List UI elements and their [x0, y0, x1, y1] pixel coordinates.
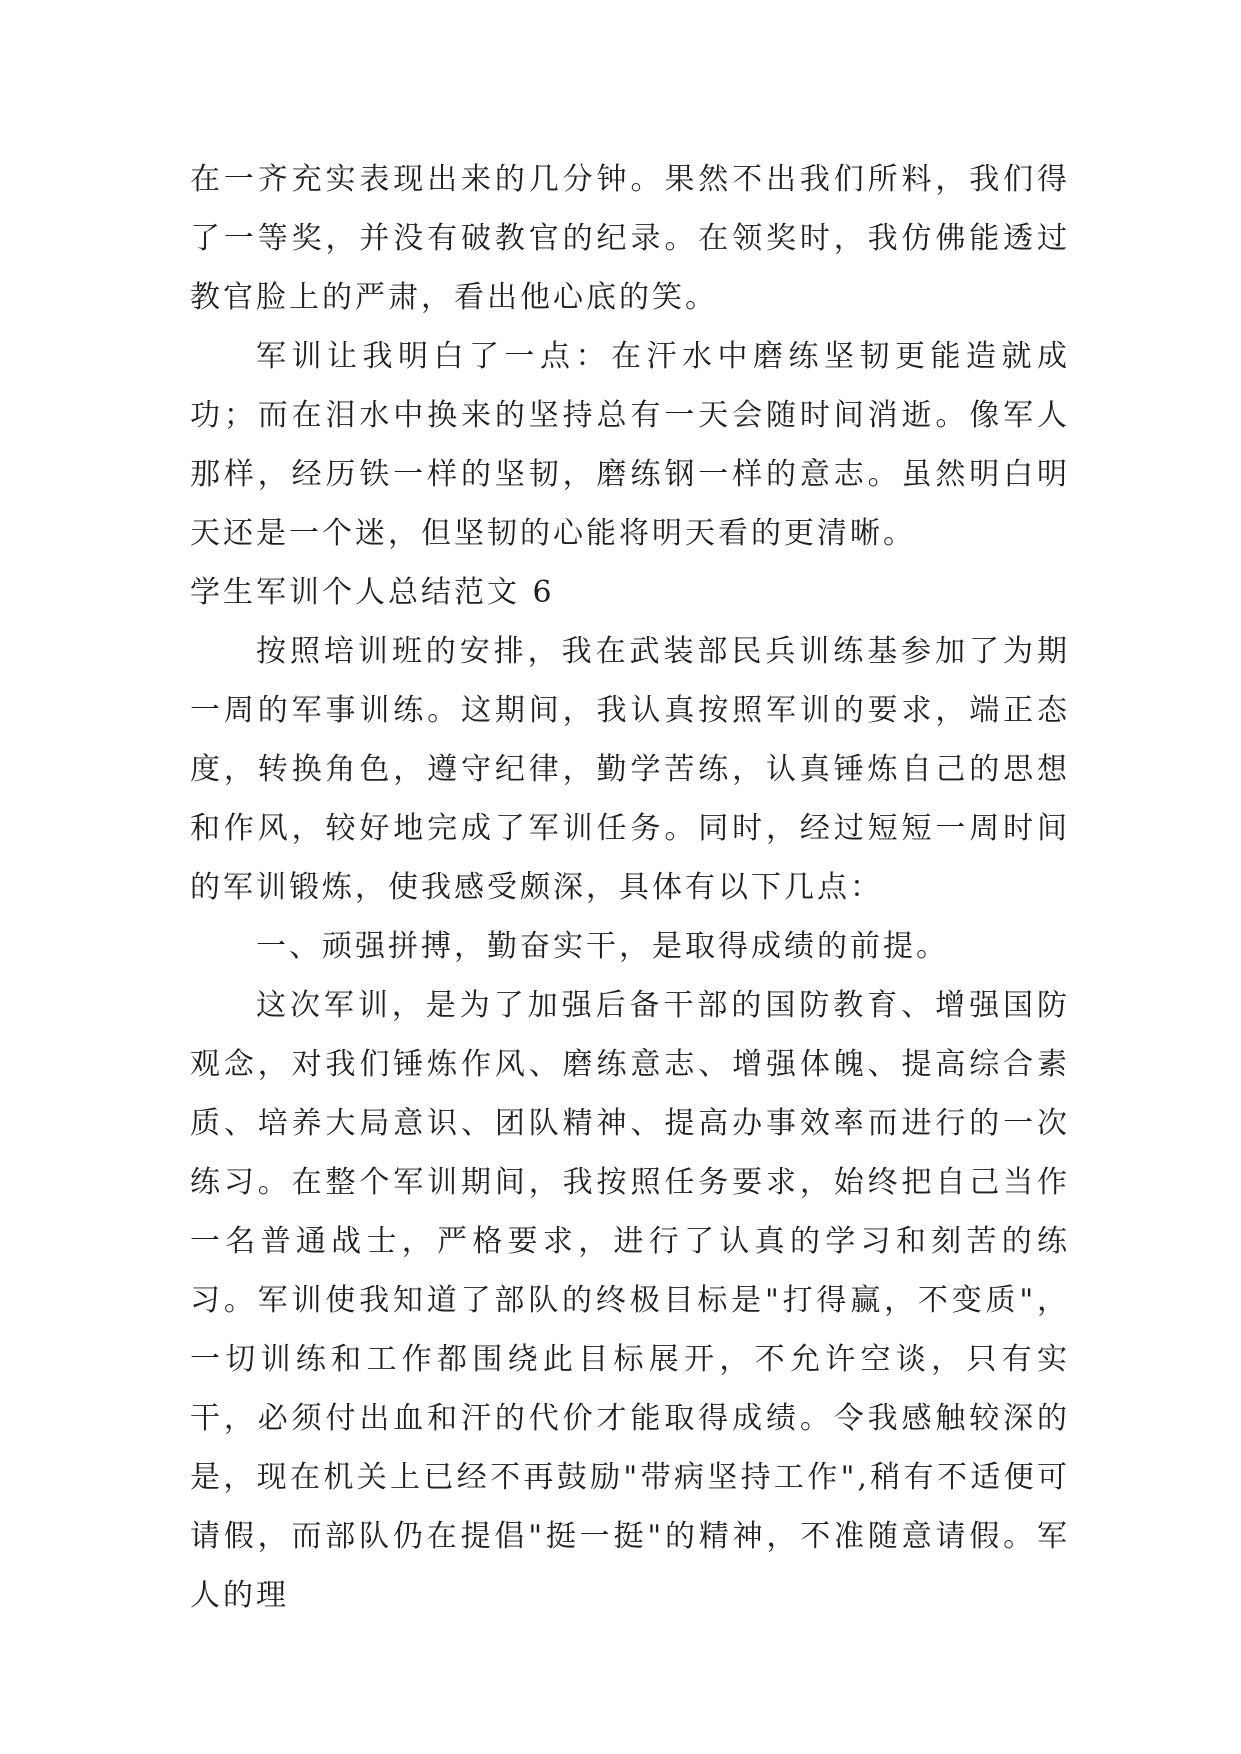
paragraph: 一、顽强拼搏，勤奋实干，是取得成绩的前提。: [256, 929, 949, 964]
section-title: 学生军训个人总结范文 6: [190, 575, 555, 610]
paragraph: 军训让我明白了一点：在汗水中磨练坚韧更能造就成功；而在泪水中换来的坚持总有一天会随时间消逝。像军人那样，经历铁一样的坚韧，磨练钢一样的意志。虽然明白明天还是一个迷，但坚韧的心能将明天看的更清晰。: [190, 339, 1070, 551]
document-page: [190, 150, 1070, 1625]
paragraph: 按照培训班的安排，我在武装部民兵训练基参加了为期一周的军事训练。这期间，我认真按照军训的要求，端正态度，转换角色，遵守纪律，勤学苦练，认真锤炼自己的思想和作风，较好地完成了军训任务。同时，经过短短一周时间的军训锻炼，使我感受颇深，具体有以下几点：: [190, 634, 1070, 905]
paragraph: 这次军训，是为了加强后备干部的国防教育、增强国防观念，对我们锤炼作风、磨练意志、增强体魄、提高综合素质、培养大局意识、团队精神、提高办事效率而进行的一次练习。在整个军训期间，我按照任务要求，始终把自己当作一名普通战士，严格要求，进行了认真的学习和刻苦的练习。军训使我知道了部队的终极目标是"打得赢，不变质"，一切训练和工作都围绕此目标展开，不允许空谈，只有实干，必须付出血和汗的代价才能取得成绩。令我感触较深的是，现在机关上已经不再鼓励"带病坚持工作",稍有不适便可请假，而部队仍在提倡"挺一挺"的精神，不准随意请假。军人的理: [190, 988, 1070, 1613]
paragraph: 在一齐充实表现出来的几分钟。果然不出我们所料，我们得了一等奖，并没有破教官的纪录。在领奖时，我仿佛能透过教官脸上的严肃，看出他心底的笑。: [190, 162, 1070, 315]
